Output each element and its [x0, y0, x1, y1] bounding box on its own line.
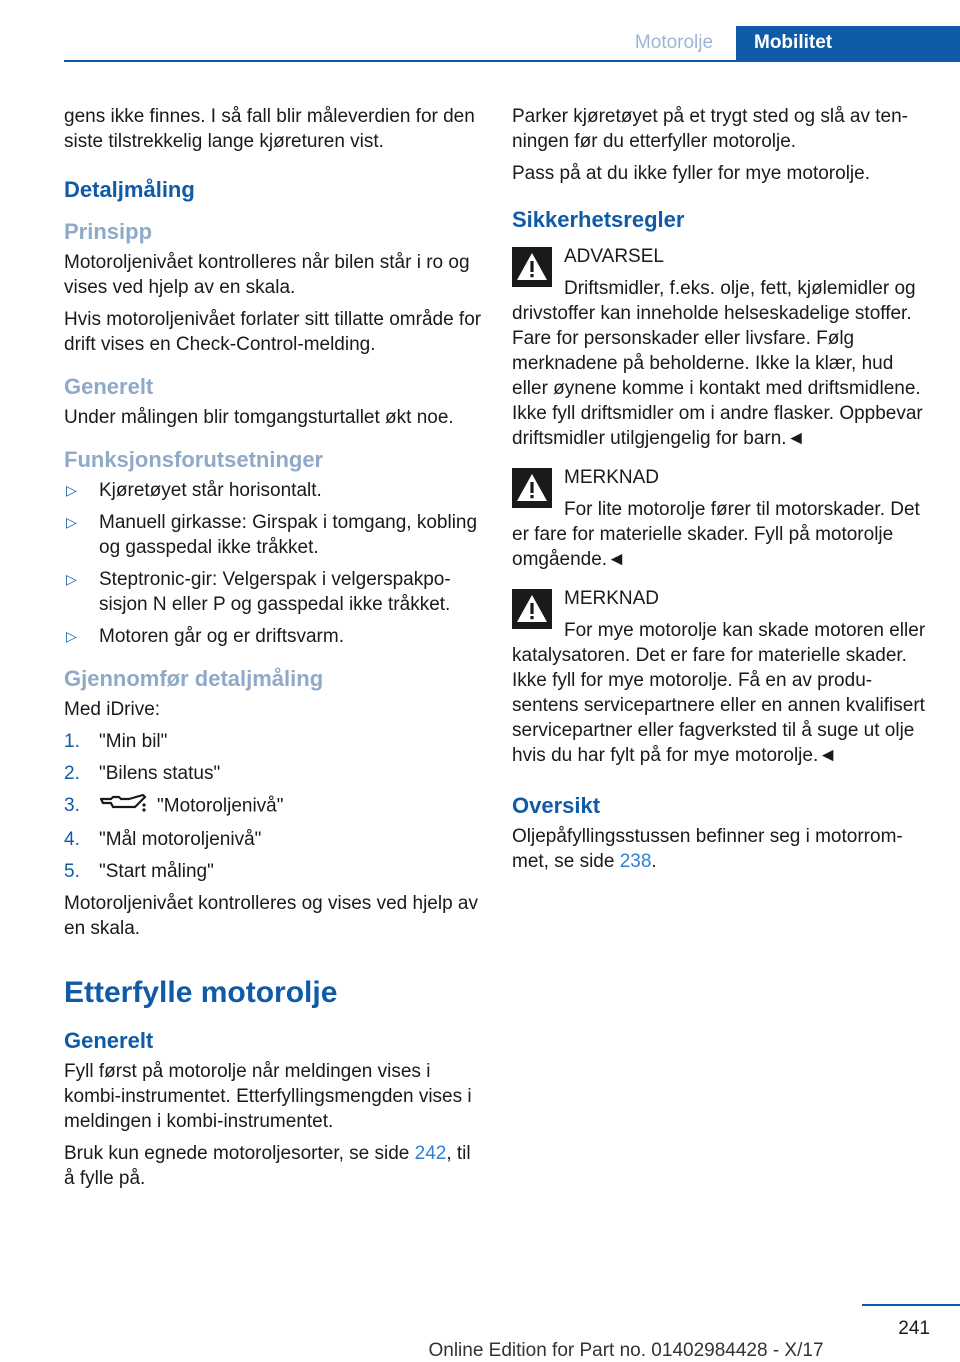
- triangle-right-icon: ▷: [66, 514, 77, 530]
- warning-box: [512, 244, 928, 451]
- step-text: "Bilens status": [99, 763, 221, 784]
- step-text: "Start måling": [99, 861, 214, 882]
- refill-p2-tail: , til å fylle på.: [64, 1143, 471, 1189]
- overview-tail: .: [651, 851, 657, 872]
- step-item: [64, 859, 482, 884]
- notice-label: MERKNAD: [564, 588, 660, 609]
- list-item: [64, 478, 482, 503]
- header-rule: [64, 60, 960, 62]
- edition-footer: Online Edition for Part no. 01402984428 - X/17: [428, 1340, 824, 1361]
- warning-triangle-icon: [512, 247, 552, 287]
- park-paragraph: Parker kjøretøyet på et trygt sted og slå av tenningen før du etterfyller motorolje.: [512, 106, 908, 152]
- function-prerequisites-heading: Funksjonsforutsetninger: [64, 447, 324, 472]
- step-number: 1.: [64, 731, 80, 752]
- notice-box: [512, 586, 928, 768]
- steps-list: [64, 729, 482, 884]
- step-item: [64, 827, 482, 852]
- triangle-right-icon: ▷: [66, 571, 77, 587]
- warning-triangle-icon: [512, 589, 552, 629]
- page-number: 241: [898, 1318, 930, 1339]
- step-item: [64, 729, 482, 754]
- list-item-text: Motoren går og er driftsvarm.: [99, 626, 344, 647]
- step-number: 2.: [64, 763, 80, 784]
- right-column: [512, 104, 928, 881]
- page-link-242[interactable]: 242: [414, 1143, 447, 1164]
- perform-result: Motoroljenivået kontrolleres og vises ved hjelp av en skala.: [64, 893, 478, 939]
- list-item-text: Steptronic-gir: Velgerspak i velgerspakposisjon N eller P og gasspedal ikke tråkket.: [99, 569, 451, 615]
- list-item-text: Kjøretøyet står horisontalt.: [99, 480, 322, 501]
- page-number-rule: [862, 1304, 960, 1306]
- step-text: "Mål motoroljenivå": [99, 829, 262, 850]
- refill-paragraph-1: Fyll først på motorolje når meldingen vises i kombi-instrumentet. Etterfyllingsmengden vises i meldingen i kombi-instrumentet.: [64, 1061, 472, 1132]
- principle-heading: Prinsipp: [64, 219, 153, 244]
- perform-heading: Gjennomfør detaljmåling: [64, 666, 324, 691]
- intro-paragraph: gens ikke finnes. I så fall blir måleverdien for den siste tilstrekkelig lange kjøreturen vist.: [64, 106, 475, 152]
- notice-box: [512, 465, 928, 572]
- function-prerequisites-list: [64, 478, 482, 649]
- warning-label: ADVARSEL: [564, 246, 664, 267]
- detail-heading: Detaljmåling: [64, 177, 195, 202]
- step-number: 4.: [64, 829, 80, 850]
- list-item: [64, 624, 482, 649]
- principle-paragraph-1: Motoroljenivået kontrolleres når bilen står i ro og vises ved hjelp av en skala.: [64, 252, 470, 298]
- step-text: "Min bil": [99, 731, 168, 752]
- list-item: [64, 510, 482, 560]
- general-heading: Generelt: [64, 374, 154, 399]
- triangle-right-icon: ▷: [66, 628, 77, 644]
- list-item: [64, 567, 482, 617]
- notice-text: For lite motorolje fører til motorskader. Det er fare for materielle skader. Fyll på motorolje omgående.◄: [512, 499, 920, 570]
- left-column: [64, 104, 482, 1198]
- overview-heading: Oversikt: [512, 793, 601, 818]
- notice-label: MERKNAD: [564, 467, 660, 488]
- general-paragraph: Under målingen blir tomgangsturtallet økt noe.: [64, 407, 454, 428]
- step-number: 3.: [64, 795, 80, 816]
- safety-heading: Sikkerhetsregler: [512, 207, 685, 232]
- step-text: "Motoroljenivå": [157, 795, 284, 817]
- step-item: [64, 761, 482, 786]
- page-link-238[interactable]: 238: [619, 851, 652, 872]
- overview-text: Oljepåfyllingsstussen befinner seg i motorrommet, se side: [512, 826, 903, 872]
- overview-paragraph: [512, 824, 928, 874]
- overfill-paragraph: Pass på at du ikke fyller for mye motorolje.: [512, 163, 870, 184]
- header-chapter-tab: Mobilitet: [736, 26, 960, 62]
- warning-triangle-icon: [512, 468, 552, 508]
- refill-title: Etterfylle motorolje: [64, 976, 338, 1009]
- step-item: [64, 793, 482, 820]
- notice-text: For mye motorolje kan skade motoren eller katalysatoren. Det er fare for materielle skader. Ikke fyll for mye motorolje. Få en av produsentens servicepartnere eller en annen kvalifisert servicepartner eller fagverksted til å suge ut olje hvis du har fylt på for mye motorolje.◄: [512, 620, 926, 766]
- oil-can-icon: [99, 793, 147, 820]
- principle-paragraph-2: Hvis motoroljenivået forlater sitt tillatte område for drift vises en Check-Control-melding.: [64, 309, 482, 355]
- refill-general-heading: Generelt: [64, 1028, 154, 1053]
- list-item-text: Manuell girkasse: Girspak i tomgang, kobling og gasspedal ikke tråkket.: [99, 512, 478, 558]
- warning-text: Driftsmidler, f.eks. olje, fett, kjølemidler og drivstoffer kan inneholde helseskadelige stoffer. Fare for personskader eller livsfare. Følg merknadene på beholderne. Ikke la klær, hud eller øynene komme i kontakt med driftsmidlene. Ikke fyll driftsmidler om i andre flasker. Oppbevar driftsmidler utilgjengelig for barn.◄: [512, 278, 923, 449]
- step-number: 5.: [64, 861, 80, 882]
- refill-paragraph-2: [64, 1141, 482, 1191]
- triangle-right-icon: ▷: [66, 482, 77, 498]
- refill-p2-text: Bruk kun egnede motoroljesorter, se side: [64, 1143, 410, 1164]
- header-section-tab: Motorolje: [634, 32, 714, 53]
- perform-intro: Med iDrive:: [64, 699, 161, 720]
